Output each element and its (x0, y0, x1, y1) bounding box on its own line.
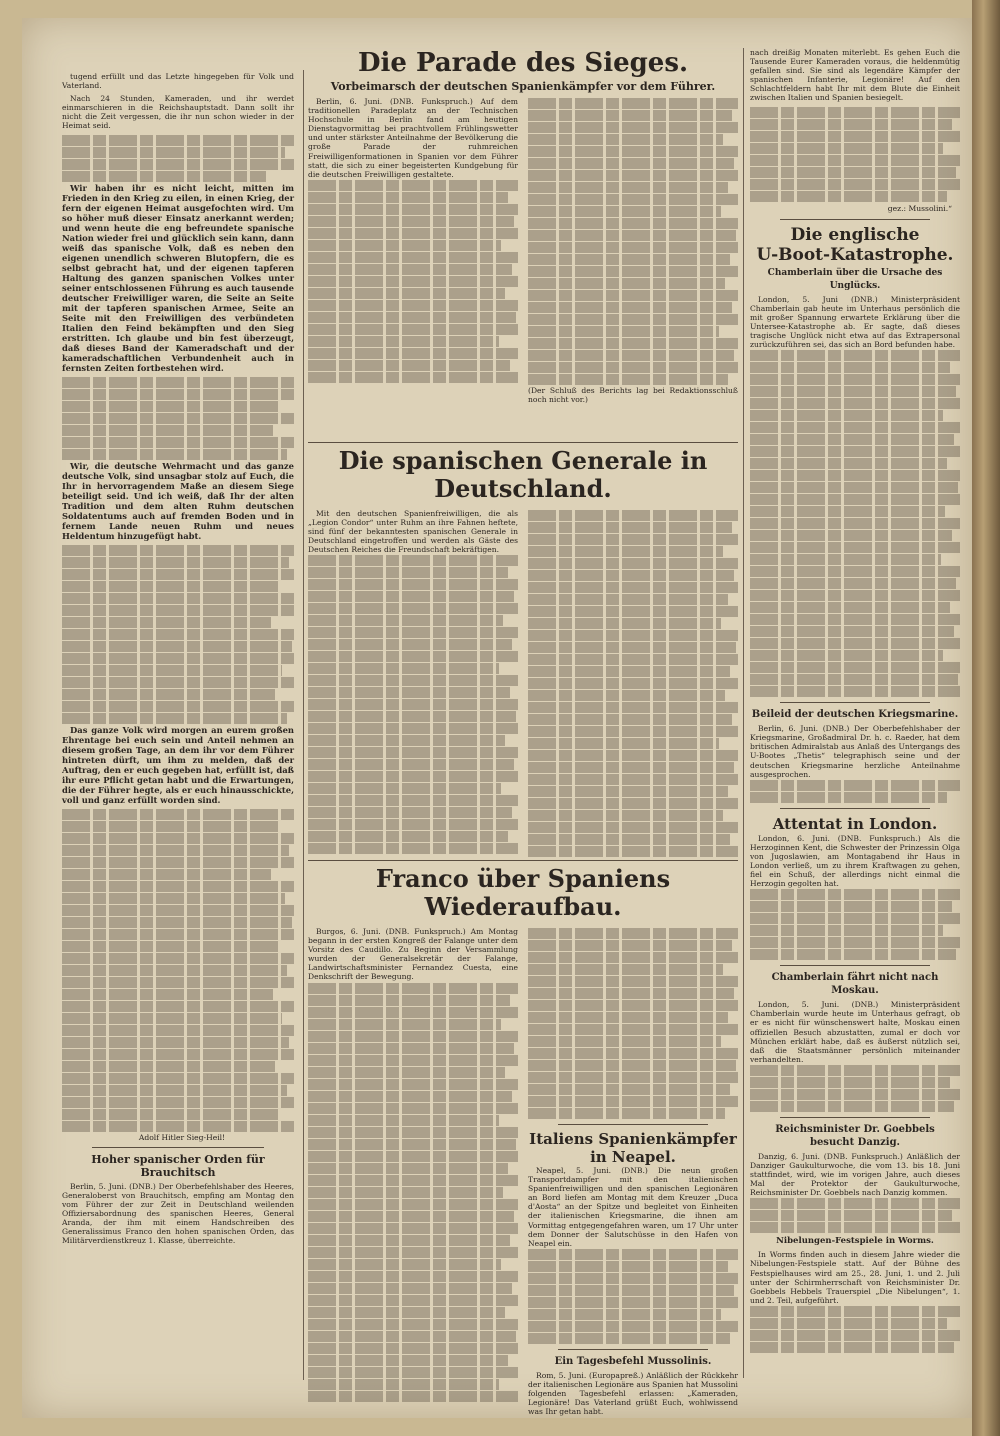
beileid-dateline: Berlin, 6. Juni. (DNB.) Der Oberbefehlshaber der Kriegsmarine, Großadmiral Dr. h. c. Raeder, hat dem britischen Admiralstab aus Anlaß des Untergangs des U-Bootes „Thetis“ telegraphisch seine und der deutschen Kriegsmarine herzliche Anteilnahme ausgesprochen. (750, 724, 960, 779)
closing-line: Adolf Hitler Sieg-Heil! (138, 1132, 226, 1142)
attentat-dateline: London, 6. Juni. (DNB. Funkspruch.) Als die Herzoginnen Kent, die Schwester der Prinzessin Olga von Jugoslawien, am Montagabend ihr Haus in London verließ, um zu ihrem Kraftwagen zu gehen, fiel ein Schuß, der allerdings nicht einmal die Herzogin gegolten hat. (750, 833, 960, 889)
page-edge (972, 0, 1000, 1436)
nibelungen-headline: Nibelungen-Festspiele in Worms. (776, 1236, 934, 1247)
parade-dateline: Berlin, 6. Juni. (DNB. Funkspruch.) Auf dem traditionellen Paradeplatz an der Technischen Hochschule in Berlin fand am heutigen Dienstagvormittag bei prachtvollem Frühlingswetter und unter stärkster Anteilnahme der Bevölkerung die große Parade der ruhmreichen Freiwilligenformationen in Spanien vor dem Führer statt, die sich zu einer begeisterten Kundgebung für die deutschen Freiwilligen gestaltete. (308, 97, 518, 179)
generale-dateline: Mit den deutschen Spanienfreiwilligen, die als „Legion Condor“ unter Ruhm an ihre Fahnen heftete, sind fünf der bekanntesten spanischen Generale in Deutschland eingetroffen und werden als Gäste des Deutschen Reiches die Freundschaft bekräftigen. (308, 509, 518, 555)
left-column (62, 72, 294, 1412)
moskau-headline: Chamberlain fährt nicht nach Moskau. (771, 972, 939, 997)
uboot-headline-line2: U-Boot-Katastrophe. (756, 244, 954, 265)
tagesbefehl-headline: Ein Tagesbefehl Mussolinis. (554, 1355, 712, 1367)
mussolini-signature: gez.: Mussolini.“ (887, 203, 952, 213)
generale-article (308, 438, 738, 858)
uboot-subheadline: Chamberlain über die Ursache des Unglücks. (767, 267, 943, 291)
tagesbefehl-dateline: Rom, 5. Juni. (Europapreß.) Anläßlich der Rückkehr der italienischen Legionäre aus Spanien hat Mussolini folgenden Tagesbefehl erlassen: „Kameraden, Legionäre! Das Vaterland grüßt Euch, wohlwissend was Ihr getan habt. (528, 1370, 738, 1417)
franco-article (308, 856, 738, 1417)
goebbels-headline-line2: besucht Danzig. (809, 1136, 901, 1148)
orden-headline: Hoher spanischer Orden für Brauchitsch (91, 1152, 265, 1179)
italiens-dateline: Neapel, 5. Juni. (DNB.) Die neun großen Transportdampfer mit den italienischen Spanienfreiwilligen und den spanischen Legionären an Bord liefen am Montag mit dem Kreuzer „Duca d'Aosta“ an der Spitze und begleitet von Einheiten der italienischen Kriegsmarine, die ihnen am Vormittag entgegengefahren waren, um 17 Uhr unter dem Donner der Salutschüsse in den Hafen von Neapel ein. (528, 1166, 738, 1248)
uboot-dateline: London, 5. Juni (DNB.) Ministerpräsident Chamberlain gab heute im Unterhaus persönlich die mit großer Spannung erwartete Erklärung über die Untersee-Katastrophe ab. Er sagte, daß dieses tragische Unglück nicht etwa auf das Extrapersonal zurückzuführen sei, das sich an Bord befunden habe. (750, 294, 960, 350)
right-column (750, 48, 960, 1388)
fuehrer-speech-passage-2: Wir, die deutsche Wehrmacht und das ganze deutsche Volk, sind unsagbar stolz auf Euch, die Ihr in hervorragendem Maße an diesem Siege beteiligt seid. Und ich weiß, daß Ihr der alten Tradition und dem alten Ruhm deutschen Soldatentums auch auf fremden Boden und in fernem Lande neuen Ruhm und neues Heldentum hinzugefügt habt. (62, 460, 294, 541)
opening-line-2: Nach 24 Stunden, Kameraden, und ihr werdet einmarschieren in die Reichshauptstadt. Dann sollt ihr nicht die Zeit vergessen, die ihr nun schon wieder in der Heimat seid. (62, 94, 294, 131)
parade-article (308, 48, 738, 448)
franco-headline: Franco über Spaniens Wiederaufbau. (375, 864, 671, 921)
tagesbefehl-continuation: nach dreißig Monaten miterlebt. Es gehen Euch die Tausende Eurer Kameraden voraus, die heldenmütig gefallen sind. Sie sind als legendäre Kämpfer der spanischen Infanterie, Legionäre! Auf den Schlachtfeldern habt Ihr mit dem Blute die Einheit zwischen Italien und Spanien besiegelt. (750, 48, 960, 103)
goebbels-dateline: Danzig, 6. Juni. (DNB. Funkspruch.) Anläßlich der Danziger Gaukulturwoche, die vom 13. bis 18. Juni stattfindet, wird, wie im vorigen Jahre, auch dieses Mal der Protektor der Gaukulturwoche, Reichsminister Dr. Goebbels nach Danzig kommen. (750, 1151, 960, 1198)
nibelungen-dateline: In Worms finden auch in diesem Jahre wieder die Nibelungen-Festspiele statt. Auf der Bühne des Festspielhauses wird am 25., 28. Juni, 1. und 2. Juli unter der Schirmherrschaft von Reichsminister Dr. Goebbels Hebbels Trauerspiel „Die Nibelungen“, 1. und 2. Teil, aufgeführt. (750, 1250, 960, 1305)
opening-line-1: tugend erfüllt und das Letzte hingegeben für Volk und Vaterland. (62, 72, 294, 91)
fuehrer-speech-passage: Wir haben ihr es nicht leicht, mitten im Frieden in den Krieg zu eilen, in einen Krieg, der fern der eigenen Heimat ausgefochten wird. Um so höher muß dieser Einsatz anerkannt werden; und wenn heute die eng befreundete spanische Nation wieder frei und glücklich sein kann, dann weiß das spanische Volk, daß es neben den eigenen unendlich schweren Blutopfern, die es selbst gebracht hat, und der eigenen tapferen Haltung des ganzen spanischen Volkes unter seiner entschlossenen Führung es auch tausende deutscher Freiwilliger waren, die Seite an Seite mit der tapferen spanischen Armee, Seite an Seite mit den Freiwilligen des verbündeten Italien den Feind bekämpften und den Sieg erstritten. Ich glaube und bin fest überzeugt, daß dieses Band der Kameradschaft und der kameradschaftlichen Verbundenheit auch in fernsten Zeiten fortbestehen wird. (62, 182, 294, 373)
franco-dateline: Burgos, 6. Juni. (DNB. Funkspruch.) Am Montag begann in der ersten Kongreß der Falange unter dem Vorsitz des Caudillo. Zu Beginn der Versammlung wurden der Generalsekretär der Falange, Landwirtschaftsminister Fernandez Cuesta, eine Denkschrift der Bewegung. (308, 927, 518, 982)
parade-headline: Die Parade des Sieges. (357, 48, 689, 78)
attentat-headline: Attentat in London. (772, 814, 938, 833)
parade-closing-note: (Der Schluß des Berichts lag bei Redaktionsschluß noch nicht vor.) (528, 386, 738, 405)
italiens-headline: Italiens Spanienkämpfer in Neapel. (529, 1130, 737, 1166)
beileid-headline: Beileid der deutschen Kriegsmarine. (751, 709, 959, 721)
parade-subheadline: Vorbeimarsch der deutschen Spanienkämpfer vor dem Führer. (330, 80, 716, 93)
generale-headline: Die spanischen Generale in Deutschland. (338, 446, 708, 503)
newspaper-page (22, 18, 972, 1418)
goebbels-headline-line1: Reichsminister Dr. Goebbels (775, 1123, 935, 1135)
uboot-headline-line1: Die englische (790, 224, 920, 245)
orden-dateline: Berlin, 5. Juni. (DNB.) Der Oberbefehlshaber des Heeres, Generaloberst von Brauchitsch, empfing am Montag den vom Führer der zur Zeit in Deutschland weilenden Offiziersabordnung des spanischen Heeres, General Aranda, der ihm mit einem Handschreiben des Generalissimus Franco den hohen spanischen Orden, das Militärverdienstkreuz 1. Klasse, überreichte. (62, 1181, 294, 1246)
ehrentag-passage: Das ganze Volk wird morgen an eurem großen Ehrentage bei euch sein und Anteil nehmen an diesem großen Tage, an dem ihr vor dem Führer hintreten dürft, um ihm zu melden, daß der Auftrag, den er euch gegeben hat, erfüllt ist, daß ihr eure Pflicht getan habt und die Erwartungen, die der Führer hegte, als er euch hinausschickte, voll und ganz erfüllt worden sind. (62, 724, 294, 805)
moskau-dateline: London, 5. Juni. (DNB.) Ministerpräsident Chamberlain wurde heute im Unterhaus gefragt, ob er es nicht für wünschenswert halte, Moskau einen offiziellen Besuch abzustatten, zumal er doch vor München erklärt habe, daß es äußerst nützlich sei, daß die Staatsmänner persönlich miteinander verhandelten. (750, 1000, 960, 1064)
